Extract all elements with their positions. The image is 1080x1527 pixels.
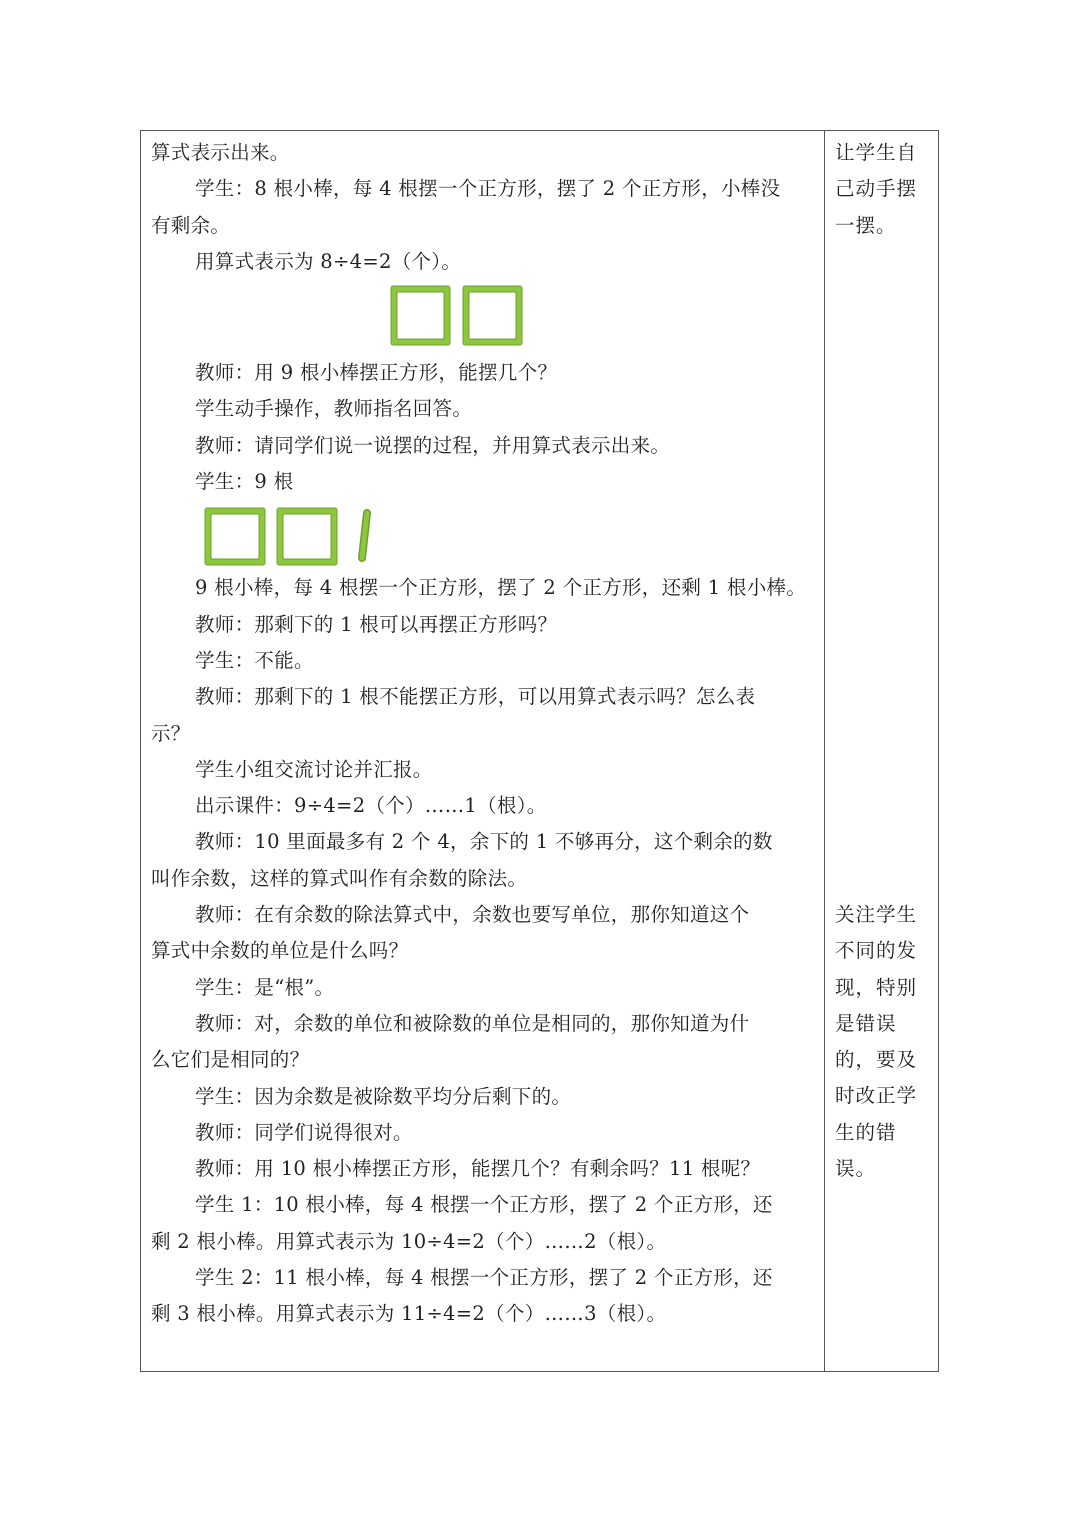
side-note-line: 不同的发 [835, 939, 918, 963]
side-note-line: 是错误 [835, 1011, 897, 1035]
text-line: 用算式表示为 8÷4=2（个）。 [195, 249, 462, 273]
text-line: 教师：用 10 根小棒摆正方形，能摆几个？有剩余吗？11 根呢？ [195, 1157, 761, 1181]
text-line: 教师：同学们说得很对。 [195, 1120, 413, 1144]
text-line: 叫作余数，这样的算式叫作有余数的除法。 [151, 866, 528, 890]
side-note-line: 一摆。 [835, 213, 897, 237]
stick-square [466, 289, 519, 342]
text-line: 学生小组交流讨论并汇报。 [195, 757, 433, 781]
text-line: 学生动手操作，教师指名回答。 [195, 397, 473, 421]
text-line: 学生 2：11 根小棒，每 4 根摆一个正方形，摆了 2 个正方形，还 [195, 1266, 773, 1290]
side-note-line: 现，特别 [835, 975, 918, 999]
side-note-line: 的，要及 [835, 1048, 918, 1072]
text-line: 学生：9 根 [195, 470, 294, 494]
text-line: 教师：10 里面最多有 2 个 4，余下的 1 不够再分，这个剩余的数 [195, 830, 773, 854]
side-note-line: 误。 [835, 1157, 877, 1181]
text-line: 教师：对，余数的单位和被除数的单位是相同的，那你知道为什 [195, 1011, 750, 1035]
stick-square [208, 511, 262, 562]
text-line: 学生：8 根小棒，每 4 根摆一个正方形，摆了 2 个正方形，小棒没 [195, 177, 781, 201]
text-line: 学生：因为余数是被除数平均分后剩下的。 [195, 1084, 572, 1108]
text-line: 剩 3 根小棒。用算式表示为 11÷4=2（个）……3（根）。 [151, 1302, 667, 1326]
text-line: 出示课件：9÷4=2（个）……1（根）。 [195, 794, 547, 818]
text-line: 教师：在有余数的除法算式中，余数也要写单位，那你知道这个 [195, 903, 750, 927]
text-line: 教师：请同学们说一说摆的过程，并用算式表示出来。 [195, 433, 671, 457]
side-note-line: 时改正学 [835, 1084, 918, 1108]
text-line: 有剩余。 [151, 213, 231, 237]
text-line: 学生：不能。 [195, 648, 314, 672]
text-line: 9 根小棒，每 4 根摆一个正方形，摆了 2 个正方形，还剩 1 根小棒。 [195, 576, 807, 600]
lesson-content [151, 135, 815, 1333]
side-note-line: 己动手摆 [835, 177, 918, 201]
side-note-line: 生的错 [835, 1120, 897, 1144]
stick-squares-figure-8 [151, 280, 815, 355]
side-note-correct-errors [835, 897, 935, 1187]
text-line: 教师：用 9 根小棒摆正方形，能摆几个？ [195, 361, 558, 385]
text-line: 剩 2 根小棒。用算式表示为 10÷4=2（个）……2（根）。 [151, 1229, 667, 1253]
text-line: 教师：那剩下的 1 根可以再摆正方形吗？ [195, 612, 558, 636]
text-line: 教师：那剩下的 1 根不能摆正方形，可以用算式表示吗？怎么表 [195, 685, 756, 709]
text-line: 学生 1：10 根小棒，每 4 根摆一个正方形，摆了 2 个正方形，还 [195, 1193, 773, 1217]
column-divider [824, 131, 825, 1371]
text-line: 学生：是“根”。 [195, 975, 335, 999]
text-line: 么它们是相同的？ [151, 1048, 310, 1072]
side-note-line: 让学生自 [835, 141, 918, 164]
stick-squares-figure-9 [151, 500, 815, 570]
side-note-line: 关注学生 [835, 903, 918, 926]
text-line: 算式中余数的单位是什么吗？ [151, 939, 409, 963]
stick-square [280, 511, 334, 562]
lesson-table [140, 130, 939, 1372]
text-line: 算式表示出来。 [151, 141, 290, 164]
text-line: 示？ [151, 721, 191, 745]
stick-square [394, 289, 447, 342]
side-note-hands-on [835, 135, 935, 244]
